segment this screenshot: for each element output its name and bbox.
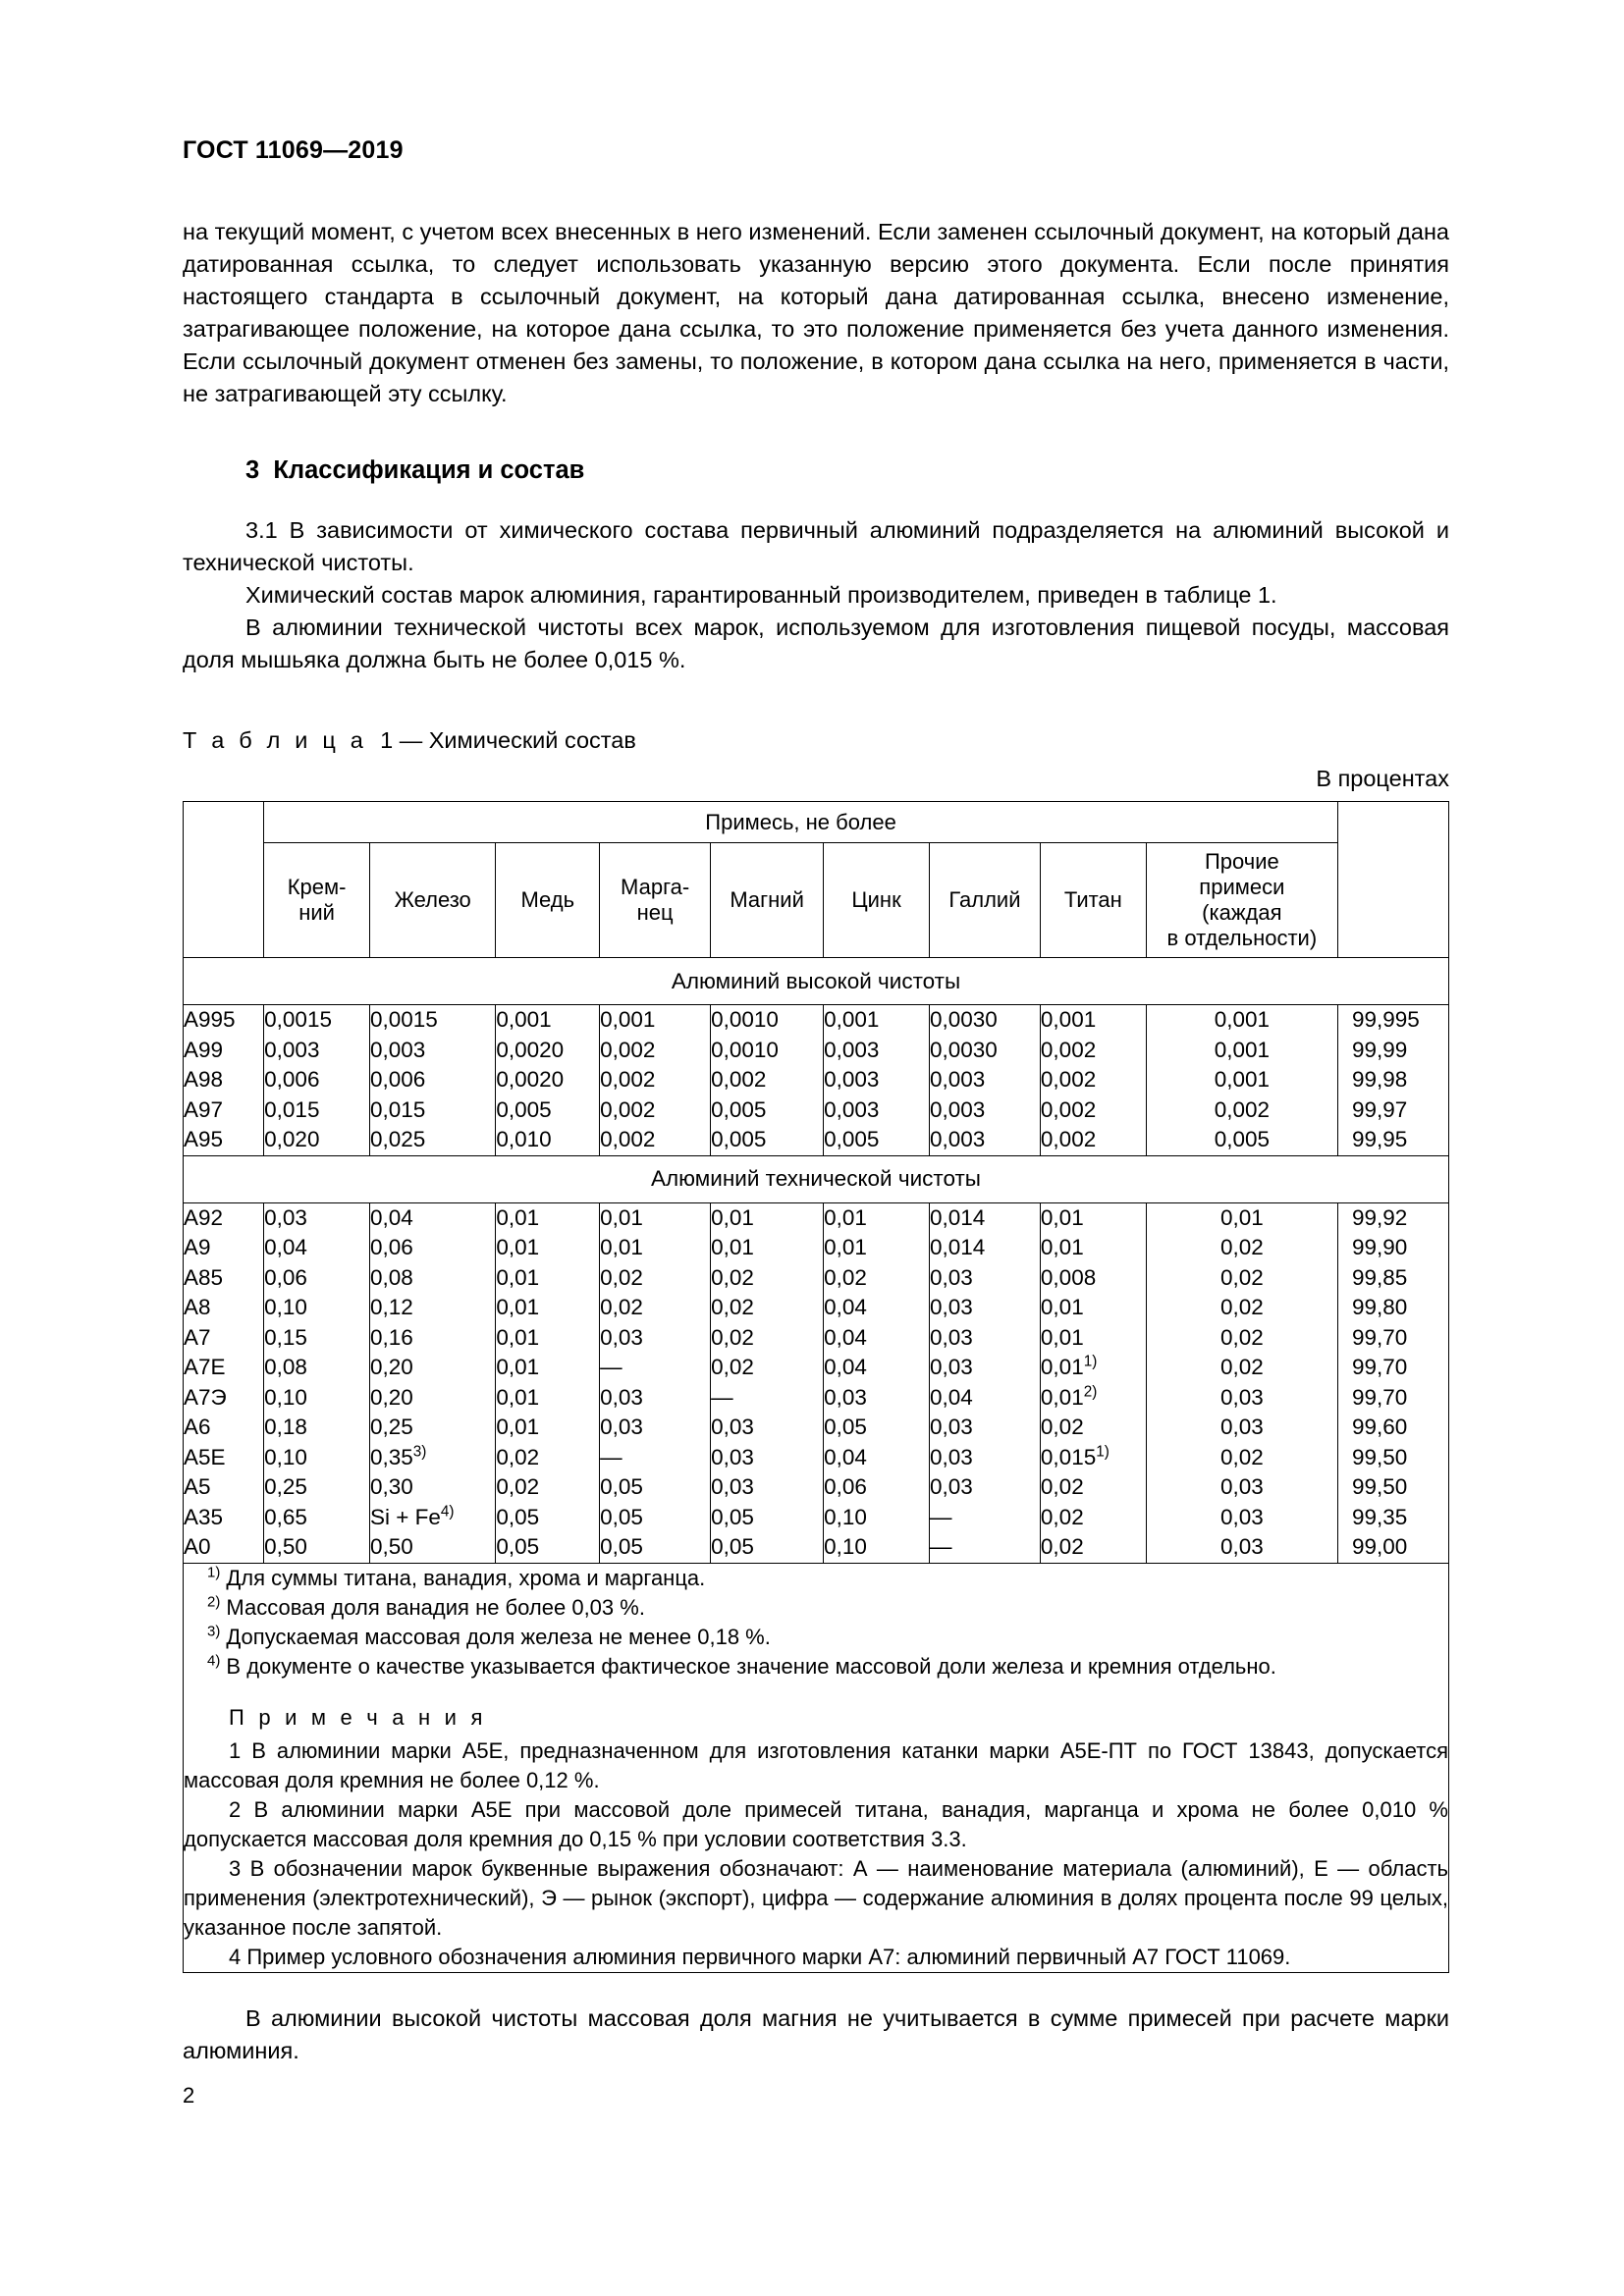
- table-cell-value: 0,002: [1040, 1037, 1097, 1062]
- table-cell-value: 0,005: [711, 1127, 767, 1152]
- table-cell-value: А95: [184, 1127, 224, 1152]
- table-cell-value: 0,10: [824, 1534, 867, 1560]
- table-cell-value: 0,01: [824, 1235, 867, 1260]
- table-cell-value: А0: [184, 1534, 211, 1560]
- section-number: 3: [245, 455, 260, 484]
- table-cell-value: 0,0010: [711, 1007, 779, 1033]
- table-cell-value: 0,025: [369, 1127, 426, 1152]
- table-cell-value: 0,020: [264, 1127, 320, 1152]
- table-cell-value: 0,18: [264, 1415, 307, 1440]
- table-cell-value: 0,001: [600, 1007, 656, 1033]
- table-cell-value: 0,03: [929, 1264, 973, 1290]
- table-cell-value: 0,02: [711, 1324, 754, 1350]
- table-cell-value: 0,003: [929, 1096, 986, 1122]
- table-caption-label: Т а б л и ц а: [183, 727, 368, 754]
- table-cell-value: 0,03: [600, 1384, 643, 1410]
- table-cell-value: 0,15: [264, 1324, 307, 1350]
- table-cell-value: 0,50: [369, 1534, 413, 1560]
- cell-aluminium-high: [1337, 1005, 1448, 1156]
- footnote-item: [184, 1593, 1448, 1623]
- table-cell-value: А7: [184, 1324, 211, 1350]
- footnote-item: [184, 1623, 1448, 1652]
- table-cell-value: —: [711, 1384, 733, 1410]
- table-cell-value: 0,02: [1040, 1534, 1084, 1560]
- table-cell-value: 99,35: [1351, 1504, 1408, 1529]
- cell-magnesium-high: [711, 1005, 824, 1156]
- cell-iron-high: [369, 1005, 495, 1156]
- table-cell-value: 0,02: [1040, 1504, 1084, 1529]
- table-cell-value: 99,90: [1351, 1235, 1408, 1260]
- table-cell-value: А6: [184, 1415, 211, 1440]
- page-number: 2: [183, 2083, 195, 2108]
- table-cell-value: 0,25: [369, 1415, 413, 1440]
- table-cell-value: 0,20: [369, 1355, 413, 1380]
- table-cell-value: 0,01: [496, 1295, 540, 1320]
- column-header-silicon: [264, 843, 370, 958]
- note-item: 4 Пример условного обозначения алюминия первичного марки А7: алюминий первичный А7 ГОСТ 11069.: [229, 1944, 1291, 1969]
- table-cell-value: 0,002: [600, 1037, 656, 1062]
- column-header-copper: Медь: [496, 843, 600, 958]
- table-cell-value: 0,001: [496, 1007, 552, 1033]
- cell-other-high: [1146, 1005, 1337, 1156]
- table-cell-value: 0,01: [496, 1324, 540, 1350]
- table-cell-value: 0,01: [496, 1415, 540, 1440]
- table-cell-value: 0,014: [929, 1204, 986, 1230]
- table-cell-value: 0,0030: [929, 1007, 998, 1033]
- section-heading: [183, 455, 1449, 486]
- table-cell-value: 99,85: [1351, 1264, 1408, 1290]
- column-header-other-line4: в отдельности): [1166, 926, 1318, 951]
- table-cell-value: 0,02: [1219, 1235, 1264, 1260]
- table-cell-value: 99,97: [1351, 1096, 1408, 1122]
- table-cell-value: 0,02: [711, 1295, 754, 1320]
- column-group-header-impurity: Примесь, не более: [264, 802, 1338, 843]
- table-cell-value: 0,005: [824, 1127, 880, 1152]
- table-cell-value: А995: [184, 1007, 236, 1033]
- table-row-band-technical-purity: [184, 1155, 1449, 1202]
- footnote-item: [184, 1564, 1448, 1593]
- table-cell-value: 0,001: [1214, 1067, 1270, 1093]
- table-cell-value: 0,03: [929, 1355, 973, 1380]
- table-cell-value: 0,02: [1040, 1415, 1084, 1440]
- table-cell-value: А9: [184, 1235, 211, 1260]
- cell-zinc-high: [824, 1005, 930, 1156]
- table-cell-value: 0,04: [824, 1355, 867, 1380]
- table-cell-value: 99,80: [1351, 1295, 1408, 1320]
- table-cell-value: 0,01: [496, 1355, 540, 1380]
- table-cell-value: 0,01: [1040, 1204, 1084, 1230]
- band-label-high-purity: Алюминий высокой чистоты: [184, 958, 1449, 1005]
- table-cell-value: 0,01: [1040, 1324, 1084, 1350]
- table-group-header-row: [184, 802, 1449, 843]
- table-cell-value: 99,70: [1351, 1384, 1408, 1410]
- table-cell-value: А97: [184, 1096, 224, 1122]
- band-label-technical-purity: Алюминий технической чистоты: [184, 1155, 1449, 1202]
- cell-iron-tech: [369, 1202, 495, 1563]
- table-cell-value: 99,70: [1351, 1355, 1408, 1380]
- table-caption-dash: —: [399, 727, 423, 754]
- table-cell-value: 99,99: [1351, 1037, 1408, 1062]
- table-cell-value: 0,05: [824, 1415, 867, 1440]
- table-cell-value: 0,02: [600, 1264, 643, 1290]
- cell-gallium-high: [929, 1005, 1040, 1156]
- table-cell-value: 0,010: [496, 1127, 552, 1152]
- table-cell-value: А35: [184, 1504, 224, 1529]
- table-cell-value: А8: [184, 1295, 211, 1320]
- table-cell-value: 0,003: [929, 1127, 986, 1152]
- table-cell-value: $Si + Fe^{4)}$: [369, 1503, 455, 1529]
- table-cell-value: А7Е: [184, 1355, 226, 1380]
- clause-3-1: 3.1 В зависимости от химического состава первичный алюминий подразделяется на алюминий высокой и технической чистоты.: [183, 517, 1449, 576]
- table-cell-value: 0,001: [1214, 1007, 1270, 1033]
- table-cell-value: 0,06: [369, 1235, 413, 1260]
- table-cell-value: 0,0030: [929, 1037, 998, 1062]
- table-cell-value: А99: [184, 1037, 224, 1062]
- table-cell-value: 0,20: [369, 1384, 413, 1410]
- column-header-titanium: Титан: [1040, 843, 1146, 958]
- section-title-text: Классификация и состав: [273, 455, 585, 484]
- table-cell-value: 0,03: [929, 1444, 973, 1469]
- footnotes-list: [184, 1564, 1448, 1682]
- table-cell-value: 0,04: [824, 1324, 867, 1350]
- table-cell-value: 0,01: [711, 1204, 754, 1230]
- table-cell-value: 0,02: [1219, 1264, 1264, 1290]
- table-cell-value: А5Е: [184, 1444, 226, 1469]
- table-cell-value: —: [929, 1504, 952, 1529]
- footnote-item: [184, 1652, 1448, 1682]
- table-cell-value: 0,005: [496, 1096, 552, 1122]
- footnote-marker: 2): [207, 1593, 221, 1611]
- table-cell-value: 0,001: [824, 1007, 880, 1033]
- table-cell-value: 0,03: [824, 1384, 867, 1410]
- table-cell-value: 0,05: [496, 1504, 540, 1529]
- footnote-marker: 1): [1083, 1353, 1098, 1370]
- table-cell-value: 0,03: [600, 1324, 643, 1350]
- table-cell-value: 0,03: [264, 1204, 307, 1230]
- table-cell-value: 0,001: [1040, 1007, 1097, 1033]
- table-cell-value: 0,002: [711, 1067, 767, 1093]
- table-cell-value: 99,60: [1351, 1415, 1408, 1440]
- table-cell-value: 0,002: [1040, 1067, 1097, 1093]
- table-cell-value: 0,02: [600, 1295, 643, 1320]
- table-cell-value: 0,01: [824, 1204, 867, 1230]
- table-cell-value: 0,01: [600, 1204, 643, 1230]
- table-cell-value: 0,006: [264, 1067, 320, 1093]
- column-header-zinc: Цинк: [824, 843, 930, 958]
- table-cell-value: 0,50: [264, 1534, 307, 1560]
- table-cell-value: 0,0010: [711, 1037, 779, 1062]
- table-cell-value: 0,02: [496, 1444, 540, 1469]
- table-cell-value: 99,995: [1351, 1007, 1420, 1033]
- table-cell-value: 0,03: [1219, 1415, 1264, 1440]
- table-cell-value: 0,25: [264, 1474, 307, 1500]
- table-cell-value: 0,06: [824, 1474, 867, 1500]
- cell-magnesium-tech: [711, 1202, 824, 1563]
- table-row-band-high-purity: [184, 958, 1449, 1005]
- table-caption-title: Химический состав: [428, 727, 636, 754]
- note-item: 2 В алюминии марки А5Е при массовой доле примесей титана, ванадия, марганца и хрома не более 0,010 % допускается массовая доля кремния до 0,15 % при условии соответствия 3.3.: [184, 1796, 1448, 1851]
- table-cell-value: 0,05: [600, 1534, 643, 1560]
- column-header-other-line3: (каждая: [1202, 900, 1282, 926]
- column-header-manganese-line2: нец: [636, 900, 674, 926]
- notes-container: [184, 1563, 1449, 1972]
- table-cell-value: 0,003: [824, 1067, 880, 1093]
- table-cell-value: 0,02: [496, 1474, 540, 1500]
- table-cell-value: 0,0020: [496, 1067, 565, 1093]
- column-header-manganese: [600, 843, 711, 958]
- table-cell-value: 0,05: [711, 1504, 754, 1529]
- table-cell-value: 0,02: [824, 1264, 867, 1290]
- table-cell-value: 0,03: [1219, 1534, 1264, 1560]
- table-cell-value: 0,02: [1219, 1324, 1264, 1350]
- cell-silicon-tech: [264, 1202, 370, 1563]
- table-cell-value: 0,005: [711, 1096, 767, 1122]
- table-cell-value: 0,006: [369, 1067, 426, 1093]
- footnote-marker: 3): [412, 1443, 427, 1461]
- clause-paragraph-3: В алюминии технической чистоты всех марок, используемом для изготовления пищевой посуды, массовая доля мышьяка должна быть не более 0,015 %.: [183, 614, 1449, 673]
- table-cell-value: —: [600, 1444, 623, 1469]
- table-cell-value: 0,02: [1040, 1474, 1084, 1500]
- table-cell-value: 0,03: [711, 1444, 754, 1469]
- cell-gallium-tech: [929, 1202, 1040, 1563]
- table-cell-value: 0,30: [369, 1474, 413, 1500]
- table-cell-value: 0,01$^{1)}$: [1040, 1353, 1098, 1380]
- table-cell-value: 0,015: [369, 1096, 426, 1122]
- table-cell-value: 0,002: [600, 1127, 656, 1152]
- table-cell-value: 0,002: [600, 1096, 656, 1122]
- footnote-text: В документе о качестве указывается фактическое значение массовой доли железа и кремния отдельно.: [220, 1653, 1276, 1679]
- table-cell-value: 0,08: [264, 1355, 307, 1380]
- table-cell-value: 0,0020: [496, 1037, 565, 1062]
- notes-heading: П р и м е ч а н и я: [229, 1704, 487, 1730]
- table-cell-value: 0,16: [369, 1324, 413, 1350]
- closing-paragraph: В алюминии высокой чистоты массовая доля магния не учитывается в сумме примесей при расчете марки алюминия.: [183, 2004, 1449, 2063]
- table-cell-value: 0,65: [264, 1504, 307, 1529]
- cell-titanium-tech: [1040, 1202, 1146, 1563]
- cell-aluminium-tech: [1337, 1202, 1448, 1563]
- standard-code-header: ГОСТ 11069—2019: [183, 136, 404, 164]
- cell-marka-high: [184, 1005, 264, 1156]
- table-cell-value: 0,01: [1040, 1235, 1084, 1260]
- table-caption-number: 1: [380, 727, 394, 754]
- table-row-group-technical-purity: [184, 1202, 1449, 1563]
- column-header-other-impurities: [1146, 843, 1337, 958]
- column-header-other-line1: Прочие: [1204, 849, 1279, 875]
- table-cell-value: 0,01$^{2)}$: [1040, 1383, 1098, 1410]
- table-cell-value: 99,50: [1351, 1474, 1408, 1500]
- column-header-gallium: Галлий: [929, 843, 1040, 958]
- table-cell-value: 99,92: [1351, 1204, 1408, 1230]
- table-cell-value: 0,003: [369, 1037, 426, 1062]
- column-header-magnesium: Магний: [711, 843, 824, 958]
- column-header-silicon-line2: ний: [298, 900, 335, 926]
- column-header-aluminium-top: [1337, 802, 1448, 958]
- table-cell-value: 99,70: [1351, 1324, 1408, 1350]
- footnote-marker: 4): [207, 1652, 221, 1670]
- table-cell-value: 0,01: [600, 1235, 643, 1260]
- table-cell-value: 0,002: [1040, 1127, 1097, 1152]
- table-cell-value: 0,04: [264, 1235, 307, 1260]
- column-header-manganese-line1: Марга-: [621, 875, 690, 900]
- table-cell-value: 0,10: [264, 1295, 307, 1320]
- table-cell-value: 0,04: [369, 1204, 413, 1230]
- cell-marka-tech: [184, 1202, 264, 1563]
- table-cell-value: 0,002: [1214, 1096, 1270, 1122]
- footnote-marker: 3): [207, 1623, 221, 1640]
- column-header-other-line2: примеси: [1199, 875, 1285, 900]
- cell-zinc-tech: [824, 1202, 930, 1563]
- table-cell-value: 99,98: [1351, 1067, 1408, 1093]
- table-cell-value: А5: [184, 1474, 211, 1500]
- table-cell-value: 0,002: [600, 1067, 656, 1093]
- table-cell-value: 0,0015: [369, 1007, 438, 1033]
- table-cell-value: А7Э: [184, 1384, 227, 1410]
- table-cell-value: 0,03: [929, 1474, 973, 1500]
- table-row-notes: [184, 1563, 1449, 1972]
- table-cell-value: 0,01: [1040, 1295, 1084, 1320]
- table-cell-value: 0,014: [929, 1235, 986, 1260]
- table-cell-value: 0,003: [824, 1037, 880, 1062]
- table-cell-value: 0,03: [929, 1415, 973, 1440]
- table-cell-value: 0,10: [264, 1384, 307, 1410]
- table-cell-value: 0,02: [711, 1264, 754, 1290]
- table-cell-value: —: [929, 1534, 952, 1560]
- note-item: 1 В алюминии марки А5Е, предназначенном для изготовления катанки марки А5Е-ПТ по ГОСТ 13843, допускается массовая доля кремния не более 0,12 %.: [184, 1737, 1448, 1792]
- table-cell-value: 0,02: [1219, 1355, 1264, 1380]
- table-cell-value: 0,015$^{1)}$: [1040, 1443, 1110, 1469]
- table-cell-value: 0,02: [1219, 1295, 1264, 1320]
- table-cell-value: 0,05: [711, 1534, 754, 1560]
- cell-manganese-tech: [600, 1202, 711, 1563]
- table-cell-value: 0,10: [824, 1504, 867, 1529]
- table-cell-value: 0,12: [369, 1295, 413, 1320]
- table-cell-value: 0,06: [264, 1264, 307, 1290]
- column-header-iron: Железо: [369, 843, 495, 958]
- column-header-marka: [184, 802, 264, 958]
- table-cell-value: 0,02: [711, 1355, 754, 1380]
- table-cell-value: 0,08: [369, 1264, 413, 1290]
- table-cell-value: А85: [184, 1264, 224, 1290]
- table-cell-value: А98: [184, 1067, 224, 1093]
- table-row-group-high-purity: [184, 1005, 1449, 1156]
- footnote-marker: 4): [440, 1503, 455, 1521]
- table-cell-value: 0,03: [1219, 1504, 1264, 1529]
- table-cell-value: 0,05: [600, 1504, 643, 1529]
- table-cell-value: 0,0015: [264, 1007, 332, 1033]
- table-cell-value: 0,04: [824, 1444, 867, 1469]
- cell-copper-high: [496, 1005, 600, 1156]
- footnote-marker: 2): [1083, 1383, 1098, 1401]
- table-cell-value: 0,03: [711, 1415, 754, 1440]
- intro-paragraph: на текущий момент, с учетом всех внесенных в него изменений. Если заменен ссылочный документ, на который дана датированная ссылка, то следует использовать указанную версию этого документа. Если после принятия настоящего стандарта в ссылочный документ, на который дана датированная ссылка, внесено изменение, затрагивающее положение, на которое дана ссылка, то это положение применяется без учета данного изменения. Если ссылочный документ отменен без замены, то положение, в котором дана ссылка на него, применяется в части, не затрагивающей эту ссылку.: [183, 218, 1449, 406]
- table-cell-value: 0,05: [600, 1474, 643, 1500]
- clause-paragraph-2: Химический состав марок алюминия, гарантированный производителем, приведен в таблице 1.: [245, 582, 1277, 609]
- table-cell-value: 0,01: [496, 1264, 540, 1290]
- table-caption: [183, 727, 1449, 754]
- table-cell-value: 0,10: [264, 1444, 307, 1469]
- table-cell-value: 0,02: [1219, 1444, 1264, 1469]
- table-cell-value: 0,04: [824, 1295, 867, 1320]
- cell-titanium-high: [1040, 1005, 1146, 1156]
- footnote-text: Допускаемая массовая доля железа не менее 0,18 %.: [220, 1624, 771, 1649]
- table-cell-value: 0,003: [264, 1037, 320, 1062]
- table-cell-value: 0,003: [929, 1067, 986, 1093]
- table-cell-value: 0,03: [1219, 1384, 1264, 1410]
- table-cell-value: 99,95: [1351, 1127, 1408, 1152]
- table-cell-value: 0,005: [1214, 1127, 1270, 1152]
- table-cell-value: А92: [184, 1204, 224, 1230]
- table-cell-value: 0,04: [929, 1384, 973, 1410]
- chemical-composition-table: [183, 801, 1449, 1973]
- table-cell-value: 0,01: [1219, 1204, 1264, 1230]
- table-body: [184, 958, 1449, 1973]
- table-cell-value: 0,03: [929, 1324, 973, 1350]
- cell-silicon-high: [264, 1005, 370, 1156]
- table-cell-value: 0,015: [264, 1096, 320, 1122]
- table-cell-value: 99,00: [1351, 1534, 1408, 1560]
- table-column-header-row: [184, 843, 1449, 958]
- table-cell-value: 0,03: [929, 1295, 973, 1320]
- note-item: 3 В обозначении марок буквенные выражения обозначают: А — наименование материала (алюминий), Е — область применения (электротехнический), Э — рынок (экспорт), цифра — содержание алюминия в долях процента после 99 целых, указанное после запятой.: [184, 1855, 1448, 1940]
- table-cell-value: 0,01: [711, 1235, 754, 1260]
- notes-list: [184, 1736, 1448, 1972]
- cell-copper-tech: [496, 1202, 600, 1563]
- table-cell-value: 0,01: [496, 1204, 540, 1230]
- table-cell-value: 0,03: [711, 1474, 754, 1500]
- table-cell-value: —: [600, 1355, 623, 1380]
- table-units-label: В процентах: [1316, 766, 1449, 792]
- table-cell-value: 0,001: [1214, 1037, 1270, 1062]
- page-content: [183, 137, 1449, 2067]
- table-cell-value: 0,008: [1040, 1264, 1097, 1290]
- table-cell-value: 0,05: [496, 1534, 540, 1560]
- cell-other-tech: [1146, 1202, 1337, 1563]
- footnote-marker: 1): [1096, 1443, 1110, 1461]
- table-cell-value: 99,50: [1351, 1444, 1408, 1469]
- footnote-text: Массовая доля ванадия не более 0,03 %.: [220, 1594, 645, 1620]
- footnote-marker: 1): [207, 1564, 221, 1581]
- table-cell-value: 0,01: [496, 1384, 540, 1410]
- table-cell-value: 0,01: [496, 1235, 540, 1260]
- cell-manganese-high: [600, 1005, 711, 1156]
- table-cell-value: 0,35$^{3)}$: [369, 1443, 427, 1469]
- column-header-silicon-line1: Крем-: [287, 875, 347, 900]
- table-cell-value: 0,003: [824, 1096, 880, 1122]
- table-cell-value: 0,03: [1219, 1474, 1264, 1500]
- table-cell-value: 0,03: [600, 1415, 643, 1440]
- footnote-text: Для суммы титана, ванадия, хрома и марганца.: [220, 1565, 706, 1590]
- table-cell-value: 0,002: [1040, 1096, 1097, 1122]
